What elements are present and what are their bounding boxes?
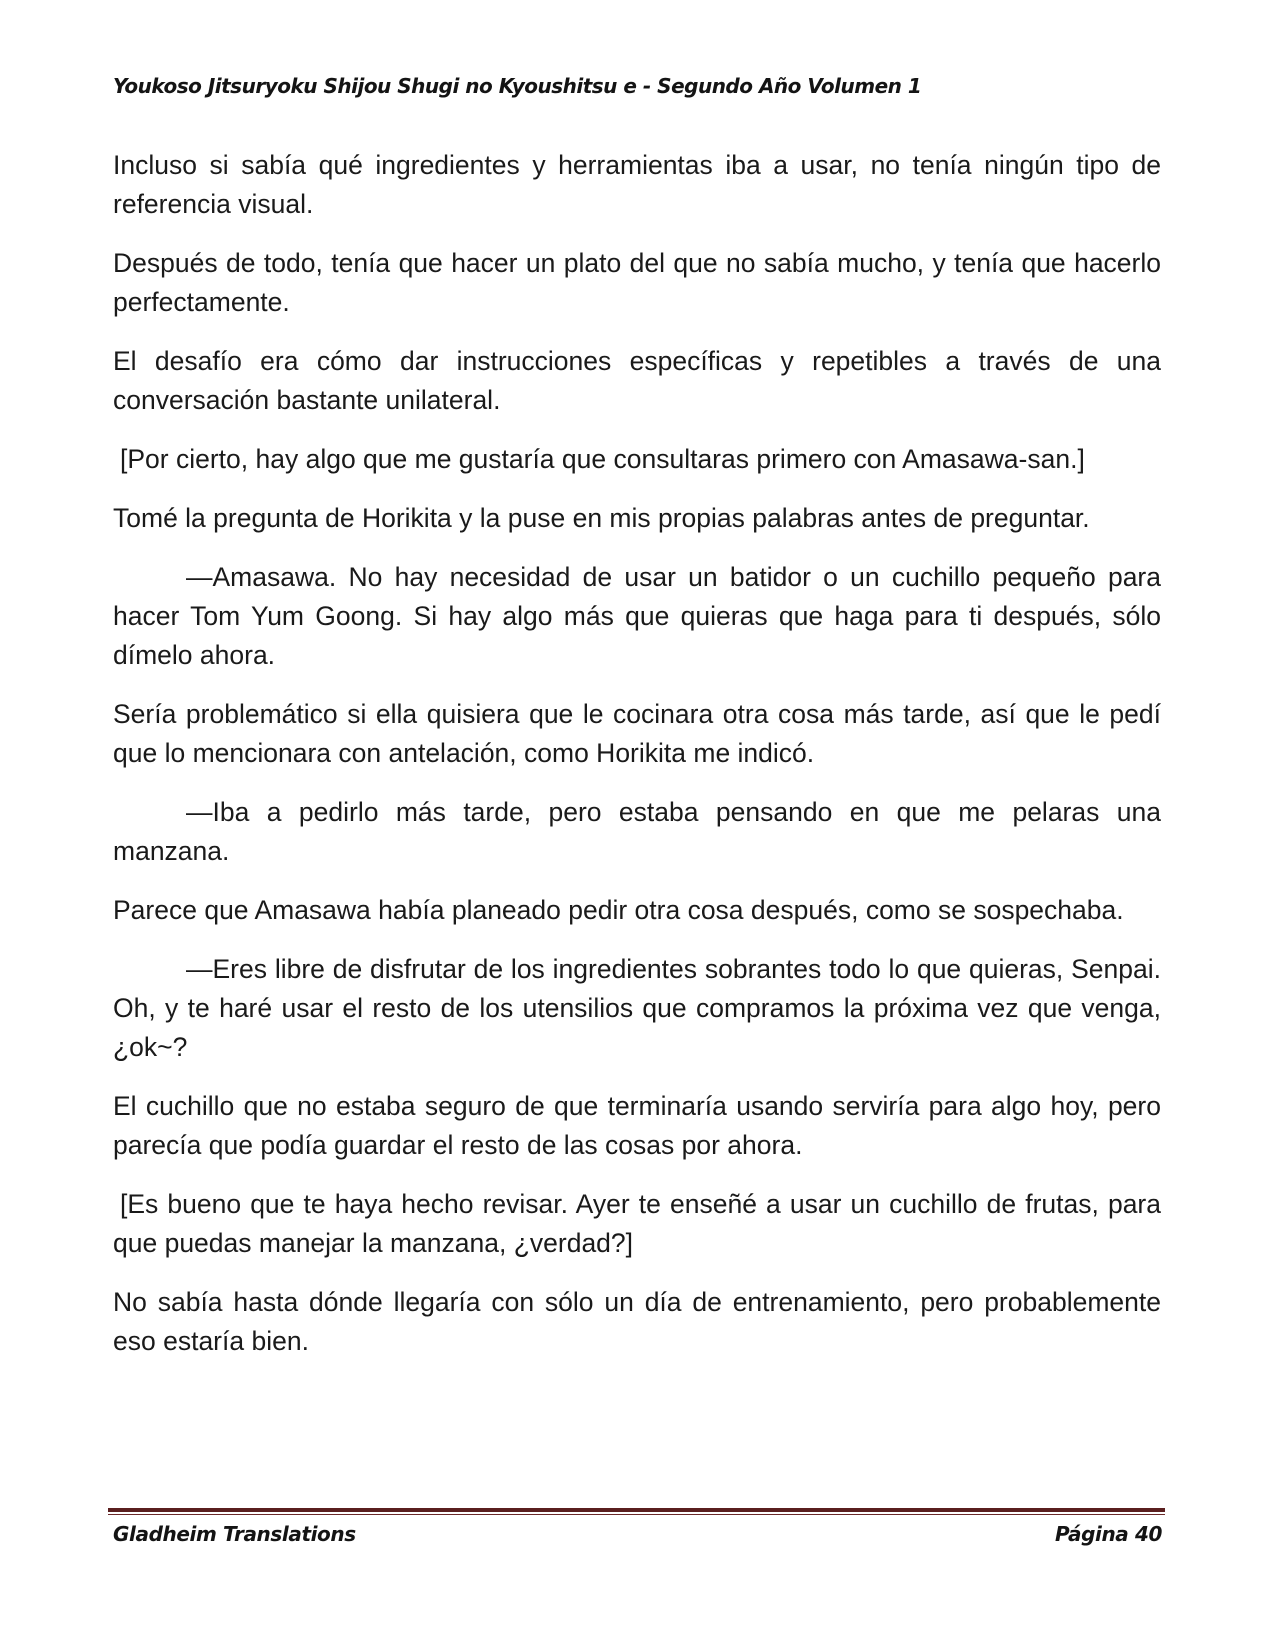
bracketed-line: [Es bueno que te haya hecho revisar. Ayer te enseñé a usar un cuchillo de frutas, para que puedas manejar la manzana, ¿verdad?] — [113, 1189, 1161, 1258]
paragraph: Tomé la pregunta de Horikita y la puse en mis propias palabras antes de preguntar. — [113, 503, 1090, 533]
body-text — [113, 146, 1161, 1381]
paragraph: Sería problemático si ella quisiera que le cocinara otra cosa más tarde, así que le pedí que lo mencionara con antelación, como Horikita me indicó. — [113, 699, 1161, 768]
paragraph: Después de todo, tenía que hacer un plato del que no sabía mucho, y tenía que hacerlo perfectamente. — [113, 248, 1161, 317]
dialogue-line: —Amasawa. No hay necesidad de usar un batidor o un cuchillo pequeño para hacer Tom Yum Goong. Si hay algo más que quieras que haga para ti después, sólo dímelo ahora. — [113, 562, 1161, 670]
footer-page-number: Página 40 — [1055, 1522, 1162, 1546]
footer-divider — [108, 1508, 1165, 1515]
dialogue-line: —Iba a pedirlo más tarde, pero estaba pensando en que me pelaras una manzana. — [113, 797, 1161, 866]
paragraph: Incluso si sabía qué ingredientes y herramientas iba a usar, no tenía ningún tipo de referencia visual. — [113, 150, 1161, 219]
bracketed-line: [Por cierto, hay algo que me gustaría que consultaras primero con Amasawa-san.] — [120, 444, 1085, 474]
paragraph: No sabía hasta dónde llegaría con sólo un día de entrenamiento, pero probablemente eso estaría bien. — [113, 1287, 1161, 1356]
paragraph: El desafío era cómo dar instrucciones específicas y repetibles a través de una conversación bastante unilateral. — [113, 346, 1161, 415]
paragraph: Parece que Amasawa había planeado pedir otra cosa después, como se sospechaba. — [113, 895, 1124, 925]
dialogue-line: —Eres libre de disfrutar de los ingredientes sobrantes todo lo que quieras, Senpai. Oh, y te haré usar el resto de los utensilios que compramos la próxima vez que venga, ¿ok~? — [113, 954, 1161, 1062]
footer-publisher: Gladheim Translations — [113, 1522, 356, 1546]
paragraph: El cuchillo que no estaba seguro de que terminaría usando serviría para algo hoy, pero parecía que podía guardar el resto de las cosas por ahora. — [113, 1091, 1161, 1160]
page-header-title: Youkoso Jitsuryoku Shijou Shugi no Kyoushitsu e - Segundo Año Volumen 1 — [113, 74, 922, 98]
